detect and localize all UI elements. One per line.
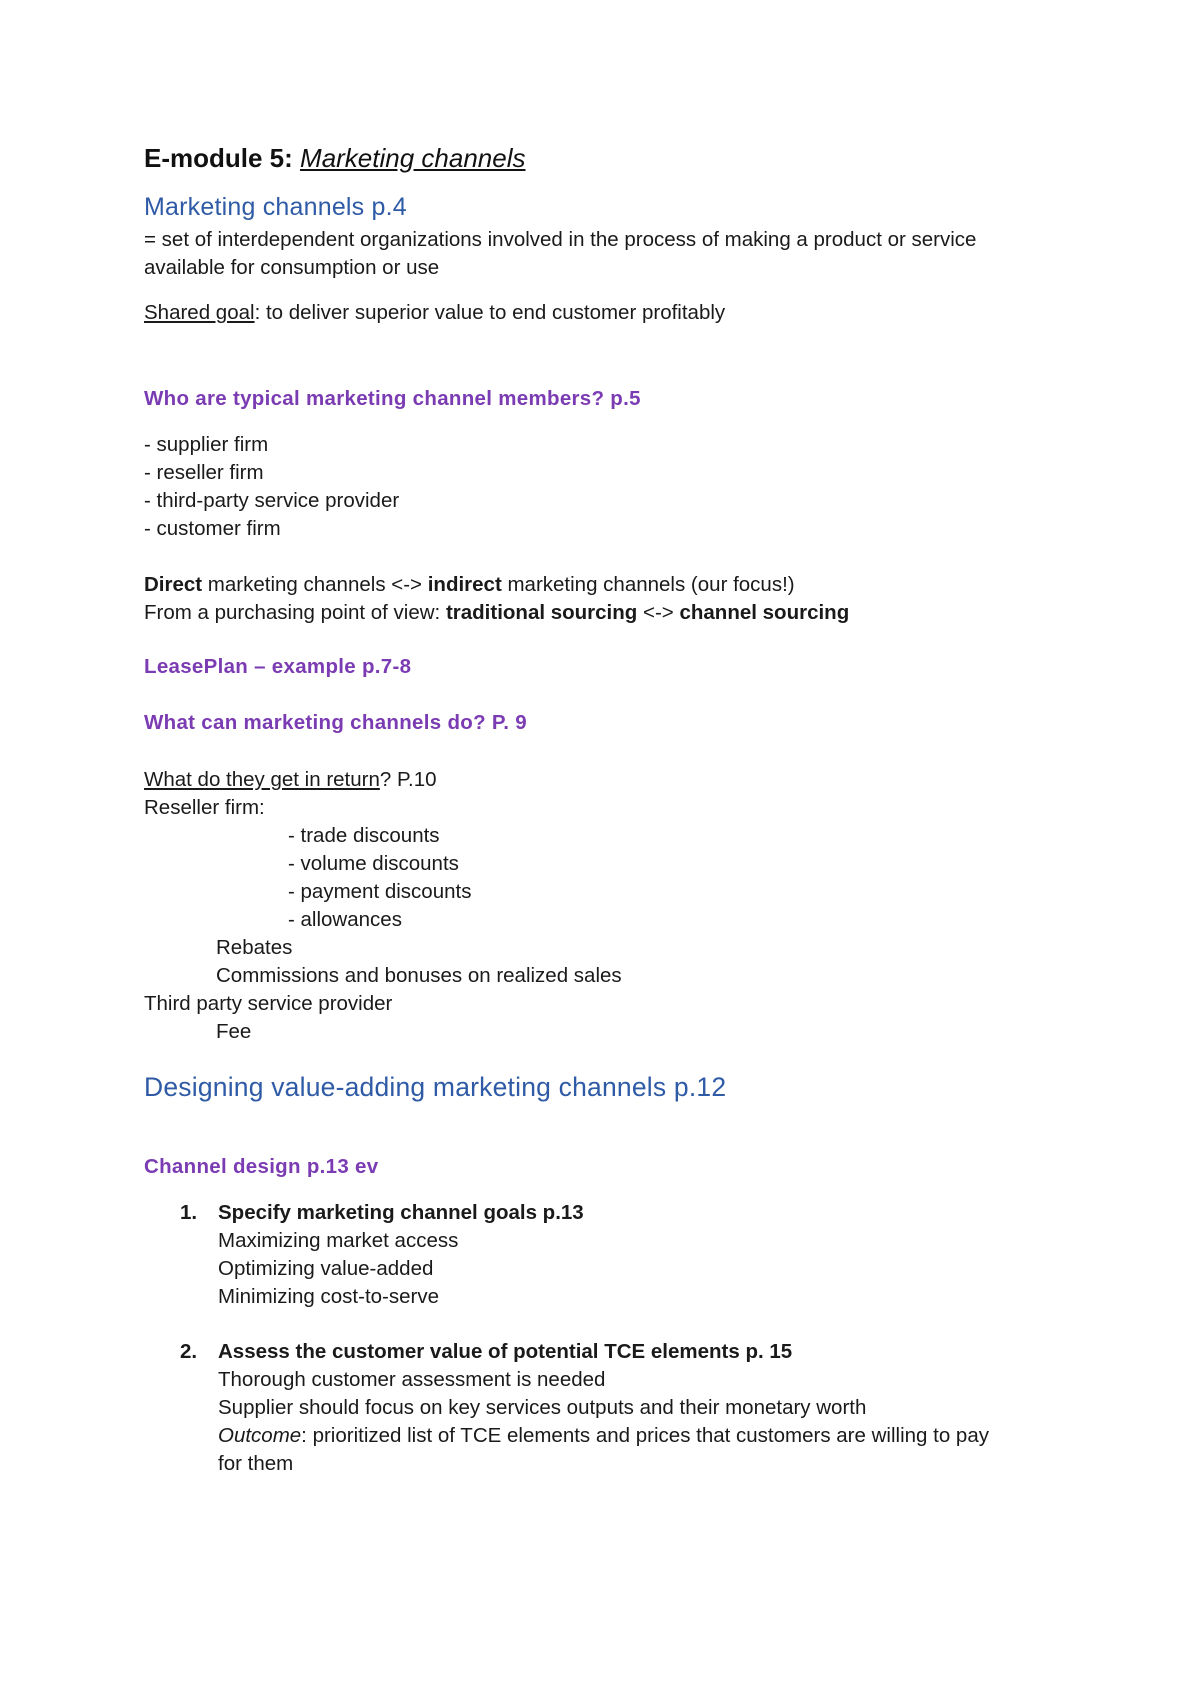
in-return-page: ? P.10 xyxy=(379,768,437,791)
outcome-label: Outcome xyxy=(218,1424,302,1447)
purchasing-line xyxy=(144,599,849,627)
indirect-bold: indirect xyxy=(427,573,502,596)
reseller-item: - payment discounts xyxy=(288,880,472,903)
purchasing-arrow: <-> xyxy=(637,601,680,624)
step-line: Thorough customer assessment is needed xyxy=(218,1368,606,1391)
step-line: Minimizing cost-to-serve xyxy=(218,1285,439,1308)
title-subject: Marketing channels xyxy=(300,143,526,173)
shared-goal-text: : to deliver superior value to end customer profitably xyxy=(254,301,726,324)
section-heading-designing-channels: Designing value-adding marketing channels p.12 xyxy=(144,1072,727,1102)
indirect-text: marketing channels (our focus!) xyxy=(501,573,795,596)
step-title: Specify marketing channel goals p.13 xyxy=(218,1201,584,1224)
section-heading-marketing-channels: Marketing channels p.4 xyxy=(144,193,407,221)
can-do-heading: What can marketing channels do? P. 9 xyxy=(144,711,527,734)
outcome-text: : prioritized list of TCE elements and prices that customers are willing to pay xyxy=(301,1424,989,1447)
direct-text: marketing channels <-> xyxy=(202,573,428,596)
leaseplan-heading: LeasePlan – example p.7-8 xyxy=(144,655,412,678)
member-item: - supplier firm xyxy=(144,433,269,456)
purchasing-text: From a purchasing point of view: xyxy=(144,601,446,624)
in-return-line xyxy=(144,766,437,794)
channel-sourcing-bold: channel sourcing xyxy=(679,601,850,624)
reseller-item: - trade discounts xyxy=(288,824,440,847)
step-body xyxy=(218,1199,584,1311)
outcome-line xyxy=(218,1422,989,1450)
shared-goal-line xyxy=(144,299,725,327)
step-line: Supplier should focus on key services outputs and their monetary worth xyxy=(218,1396,867,1419)
step-number: 2. xyxy=(180,1340,198,1363)
direct-indirect-line xyxy=(144,571,795,599)
outcome-continuation: for them xyxy=(218,1452,294,1475)
member-item: - customer firm xyxy=(144,517,281,540)
shared-goal-label: Shared goal xyxy=(144,301,255,324)
step-number: 1. xyxy=(180,1201,198,1224)
traditional-sourcing-bold: traditional sourcing xyxy=(445,601,638,624)
step-line: Optimizing value-added xyxy=(218,1257,434,1280)
direct-bold: Direct xyxy=(144,573,203,596)
third-party-label: Third party service provider xyxy=(144,992,393,1015)
rebates-line: Rebates xyxy=(216,936,293,959)
commissions-line: Commissions and bonuses on realized sales xyxy=(216,964,622,987)
definition-line-2: available for consumption or use xyxy=(144,256,440,279)
step-line: Maximizing market access xyxy=(218,1229,459,1252)
member-item: - reseller firm xyxy=(144,461,264,484)
members-heading: Who are typical marketing channel members? p.5 xyxy=(144,387,641,410)
page-title xyxy=(144,143,526,174)
reseller-label: Reseller firm: xyxy=(144,796,265,819)
fee-line: Fee xyxy=(216,1020,252,1043)
reseller-item: - volume discounts xyxy=(288,852,459,875)
definition-line-1: = set of interdependent organizations involved in the process of making a product or service xyxy=(144,228,977,251)
title-prefix: E-module 5: xyxy=(144,143,293,173)
channel-design-heading: Channel design p.13 ev xyxy=(144,1155,379,1178)
step-body xyxy=(218,1338,989,1478)
member-item: - third-party service provider xyxy=(144,489,400,512)
reseller-item: - allowances xyxy=(288,908,402,931)
step-title: Assess the customer value of potential TCE elements p. 15 xyxy=(218,1340,793,1363)
in-return-question: What do they get in return xyxy=(144,768,380,791)
